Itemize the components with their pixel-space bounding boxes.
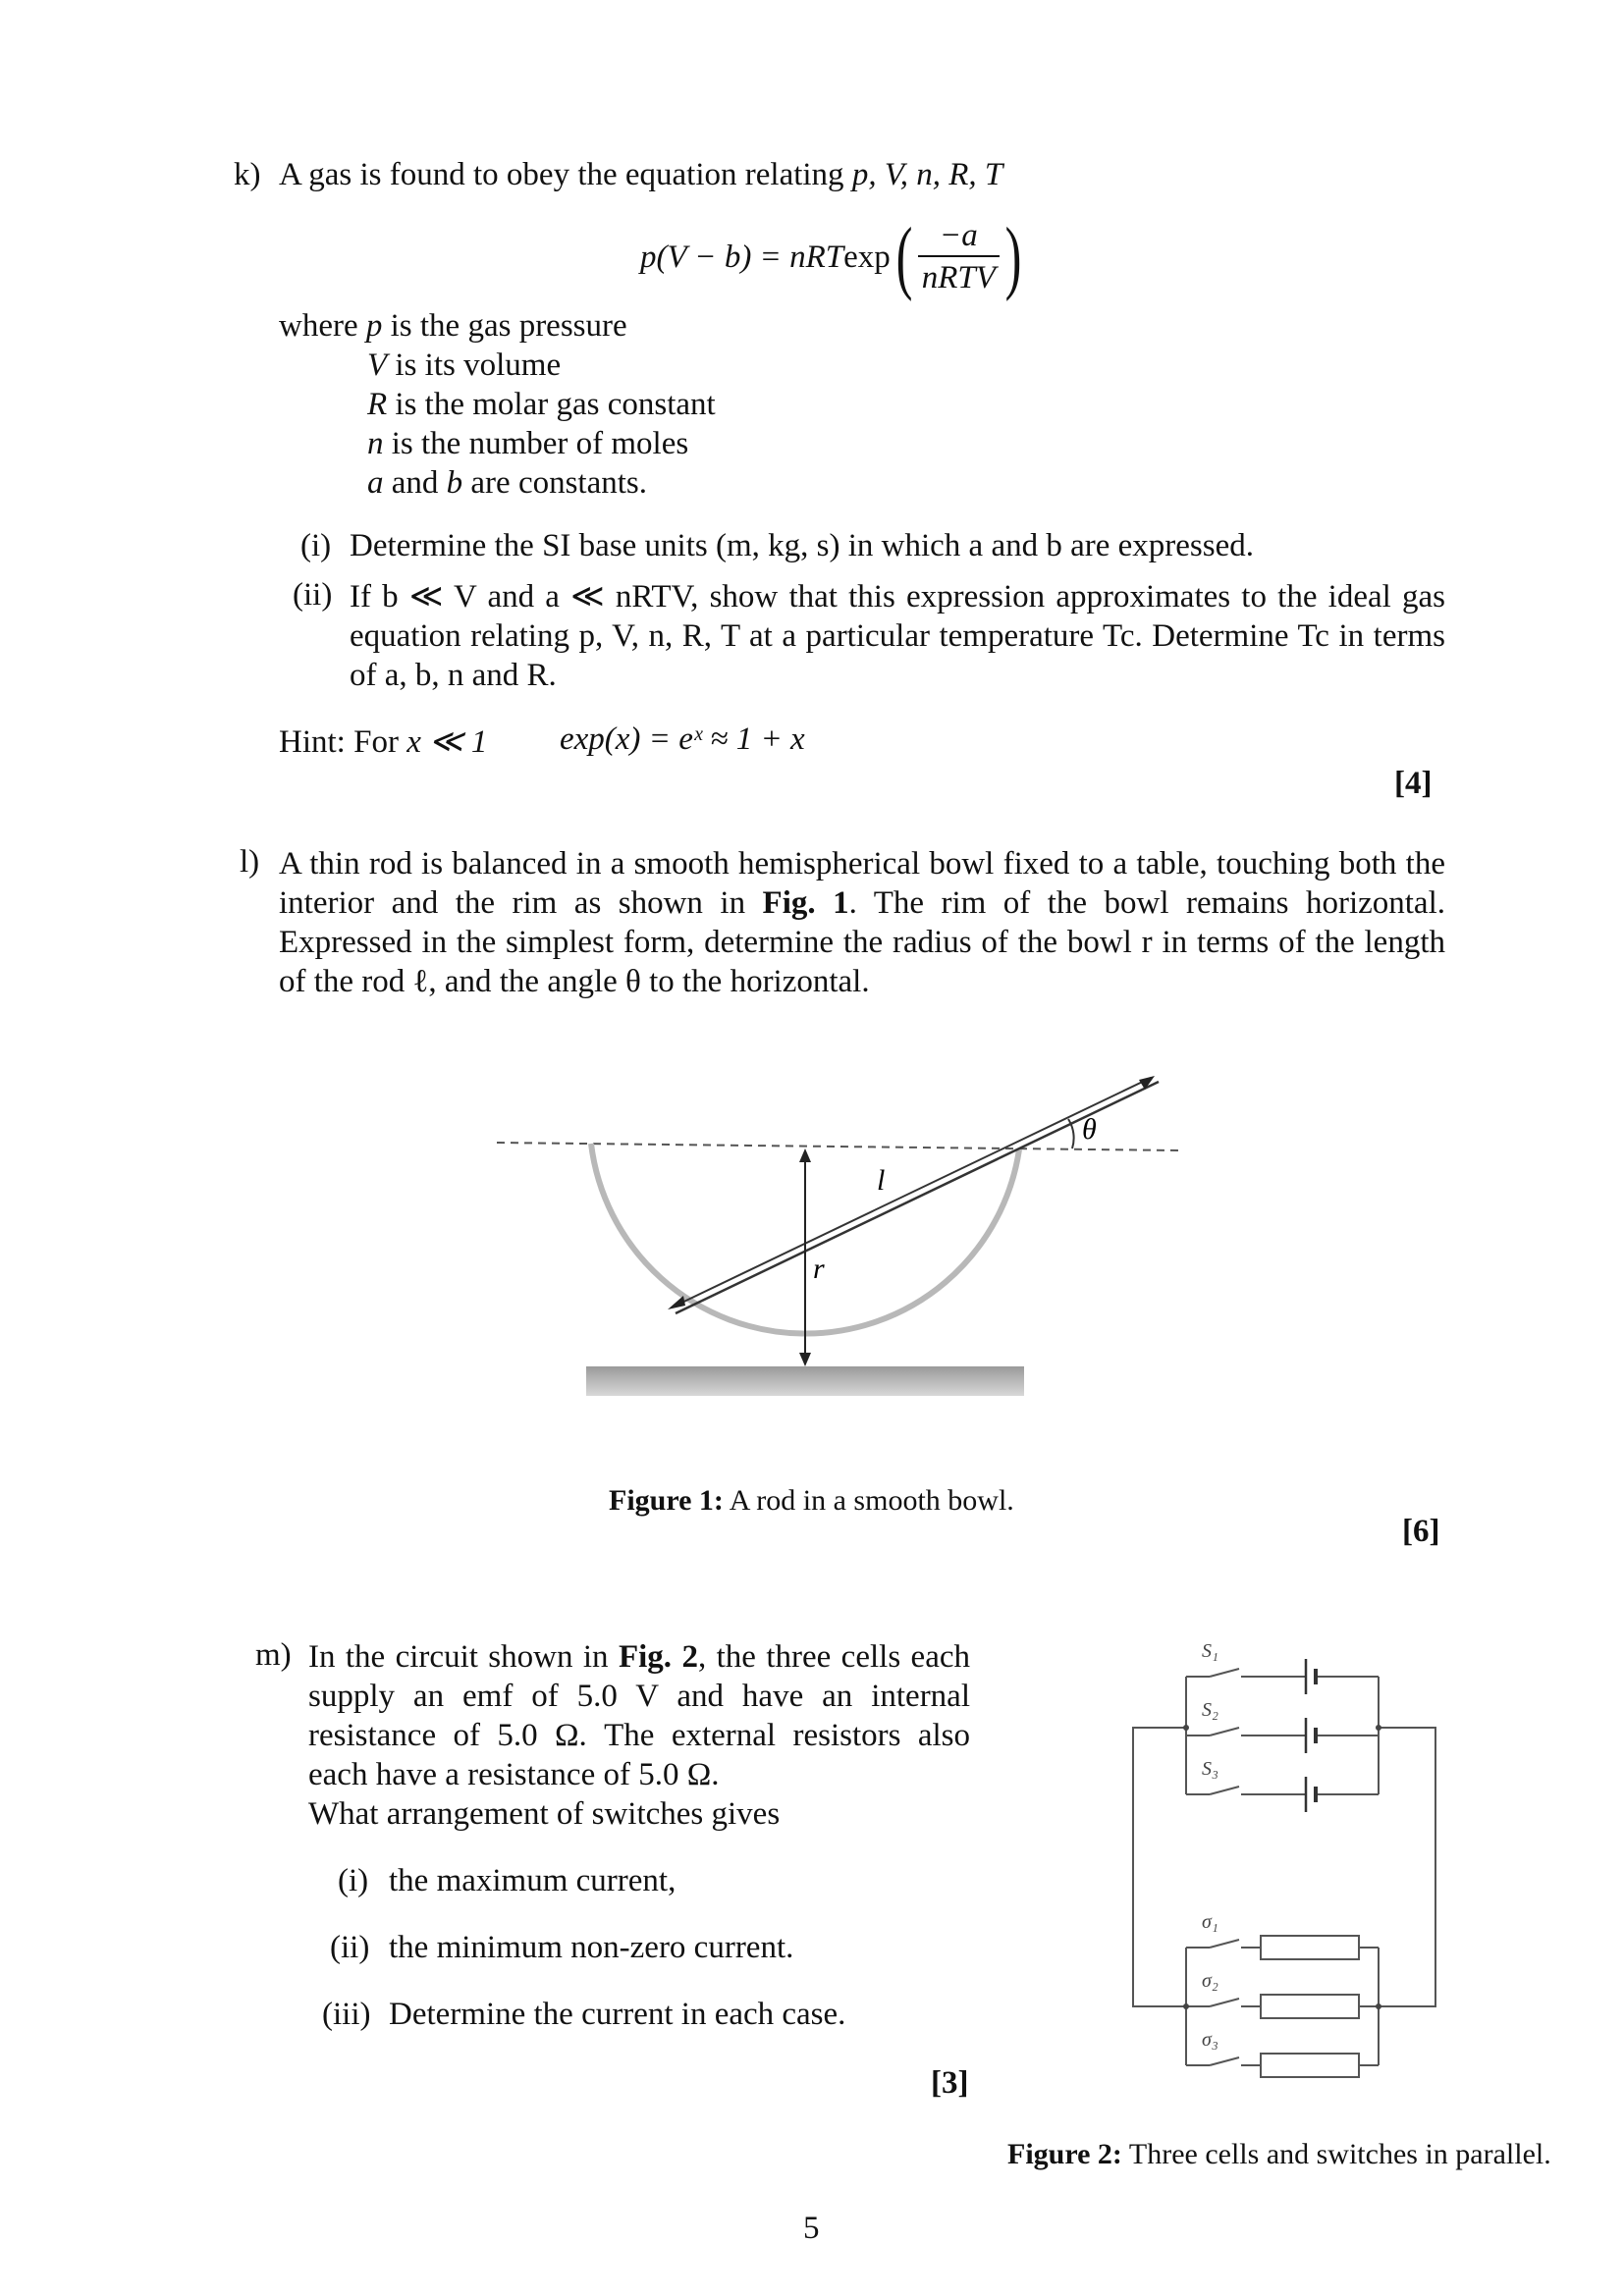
theta-label: θ bbox=[1082, 1113, 1097, 1146]
part-ii-label: (ii) bbox=[293, 577, 333, 613]
label-o2: σ₂ bbox=[1202, 1970, 1218, 1992]
hint-condition: x ≪ 1 bbox=[406, 724, 488, 760]
question-k-intro bbox=[279, 157, 1002, 193]
hint-line bbox=[279, 721, 487, 761]
m-part-i-label: (i) bbox=[338, 1863, 369, 1898]
cells bbox=[1306, 1659, 1316, 1812]
switch-s2 bbox=[1210, 1728, 1239, 1735]
rod-length-label: l bbox=[877, 1164, 886, 1197]
equation-fraction bbox=[918, 216, 1000, 298]
def-symbol: a bbox=[367, 465, 384, 501]
m-part-ii-text: the minimum non-zero current. bbox=[389, 1930, 794, 1965]
where-var: p bbox=[365, 308, 383, 344]
m-part-iii-label: (iii) bbox=[322, 1997, 371, 2032]
equation-exp: exp bbox=[843, 239, 891, 275]
def-text: is its volume bbox=[387, 347, 562, 383]
radius-arrow-bottom bbox=[799, 1353, 811, 1366]
where-text: is the gas pressure bbox=[382, 308, 627, 344]
marks-m: [3] bbox=[931, 2065, 969, 2101]
definition-r bbox=[367, 387, 716, 423]
marks-l: [6] bbox=[1402, 1514, 1440, 1549]
resistor-3 bbox=[1261, 2054, 1359, 2077]
where-prefix: where bbox=[279, 308, 366, 344]
question-m-text-a: In the circuit shown in bbox=[308, 1639, 619, 1675]
definition-n bbox=[367, 426, 688, 462]
m-part-ii-label: (ii) bbox=[330, 1930, 370, 1965]
page-number: 5 bbox=[803, 2211, 820, 2246]
caption-bold: Figure 1: bbox=[609, 1484, 724, 1517]
question-l-text-b: . The rim of the bowl remains horizontal. Expressed in the simplest form, determine the radius of the bowl r in terms of the length of the rod ℓ, and the angle θ to the horizontal. bbox=[279, 885, 1445, 999]
right-outer-wire bbox=[1379, 1728, 1435, 2006]
switch-o3 bbox=[1210, 2057, 1239, 2065]
hint-equation: exp(x) = eˣ ≈ 1 + x bbox=[560, 721, 805, 757]
equation-lhs: p(V − b) = nRT bbox=[640, 239, 844, 275]
caption-text: Three cells and switches in parallel. bbox=[1121, 2138, 1551, 2170]
junction-dot bbox=[1183, 1725, 1189, 1731]
question-l-text bbox=[279, 844, 1445, 1001]
junction-dot bbox=[1183, 2003, 1189, 2009]
hint-label: Hint: For bbox=[279, 724, 407, 760]
question-k-intro-text: A gas is found to obey the equation relating bbox=[279, 157, 852, 192]
resistor-1 bbox=[1261, 1936, 1359, 1959]
def-symbol: b bbox=[446, 465, 463, 501]
label-s2: S₂ bbox=[1202, 1699, 1218, 1721]
caption-text: A rod in a smooth bowl. bbox=[723, 1484, 1014, 1517]
part-i-text: Determine the SI base units (m, kg, s) in which a and b are expressed. bbox=[350, 528, 1254, 563]
gas-equation bbox=[640, 210, 1027, 304]
definition-v bbox=[367, 347, 561, 384]
figure-2-circuit-diagram bbox=[1119, 1629, 1453, 2091]
rod-length-line bbox=[672, 1078, 1151, 1308]
question-m-prompt: What arrangement of switches gives bbox=[308, 1796, 781, 1832]
question-m-text bbox=[308, 1637, 970, 1794]
part-ii-text: If b ≪ V and a ≪ nRTV, show that this expression approximates to the ideal gas equation relating p, V, n, R, T at a particular temperature Tc. Determine Tc in terms of a, b, n and R. bbox=[350, 579, 1445, 693]
junction-dot bbox=[1376, 2003, 1381, 2009]
label-s3: S₃ bbox=[1202, 1758, 1218, 1780]
question-m-text-b: , the three cells each supply an emf of 5.0 V and have an internal resistance of 5.0 Ω. The external resistors also each have a resistance of 5.0 Ω. bbox=[308, 1639, 971, 1792]
def-text: and bbox=[383, 465, 447, 501]
question-m-label: m) bbox=[255, 1637, 292, 1673]
marks-k: [4] bbox=[1394, 766, 1433, 801]
m-part-i-text: the maximum current, bbox=[389, 1863, 677, 1898]
part-i-label: (i) bbox=[300, 528, 332, 563]
junction-dot bbox=[1376, 1725, 1381, 1731]
fig-2-reference: Fig. 2 bbox=[618, 1639, 698, 1675]
def-symbol: n bbox=[367, 426, 384, 461]
rod-arrow-left bbox=[668, 1296, 685, 1309]
caption-bold: Figure 2: bbox=[1007, 2138, 1122, 2170]
label-o1: σ₁ bbox=[1202, 1911, 1218, 1933]
right-paren: ) bbox=[1004, 211, 1022, 302]
def-text: is the number of moles bbox=[383, 426, 689, 461]
left-outer-wire bbox=[1133, 1728, 1186, 2006]
switch-o2 bbox=[1210, 1999, 1239, 2006]
fraction-denominator: nRTV bbox=[921, 260, 996, 295]
where-line bbox=[279, 308, 627, 345]
radius-label: r bbox=[813, 1253, 825, 1285]
switch-s1 bbox=[1210, 1669, 1239, 1677]
m-part-iii-text: Determine the current in each case. bbox=[389, 1997, 846, 2032]
switch-s3 bbox=[1210, 1787, 1239, 1794]
label-o3: σ₃ bbox=[1202, 2029, 1218, 2051]
def-text: are constants. bbox=[462, 465, 648, 501]
def-symbol: R bbox=[367, 387, 388, 422]
fig-1-reference: Fig. 1 bbox=[762, 885, 849, 921]
question-l-label: l) bbox=[240, 844, 260, 880]
radius-arrow-top bbox=[799, 1148, 811, 1162]
figure-1-bowl-diagram bbox=[491, 1050, 1198, 1404]
question-k-intro-vars: p, V, n, R, T bbox=[851, 157, 1003, 192]
figure-1-caption bbox=[609, 1484, 1014, 1518]
resistor-2 bbox=[1261, 1995, 1359, 2018]
definition-ab bbox=[367, 465, 647, 502]
switch-o1 bbox=[1210, 1940, 1239, 1948]
question-k-label: k) bbox=[234, 157, 261, 192]
def-symbol: V bbox=[367, 347, 388, 383]
label-s1: S₁ bbox=[1202, 1640, 1218, 1662]
figure-2-caption bbox=[1007, 2138, 1551, 2171]
question-l-text-a: A thin rod is balanced in a smooth hemispherical bowl fixed to a table, touching both the interior and the rim as shown in bbox=[279, 846, 1445, 921]
fraction-numerator: −a bbox=[918, 216, 1000, 257]
def-text: is the molar gas constant bbox=[387, 387, 716, 422]
rim-dashed-line bbox=[497, 1143, 1178, 1150]
left-paren: ( bbox=[895, 211, 913, 302]
table-surface bbox=[586, 1366, 1024, 1396]
